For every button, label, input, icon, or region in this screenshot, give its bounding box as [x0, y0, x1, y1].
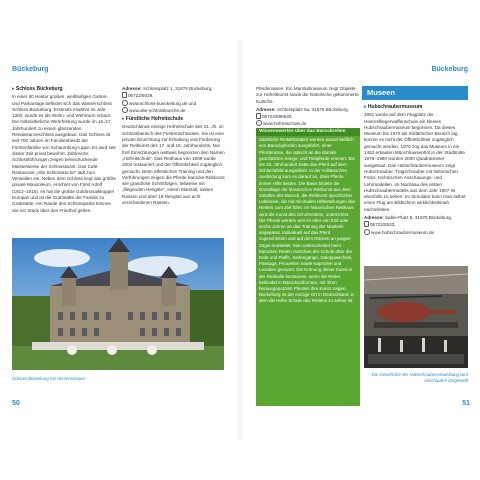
web-icon	[122, 107, 128, 113]
web-link-1[interactable]: www.schloss-bueckeburg.de und	[129, 100, 197, 106]
heading-hofreitschule: ▸ Fürstliche Hofreitschule	[122, 116, 183, 122]
castle-caption: Schloss Bückeburg mit Herzensmauer	[12, 376, 86, 381]
info-box-text: Sämtliche Reitaktivitäten werden ausschließlich von Barockpferden ausgeführt, einer Pferderasse, die optisch an die damals geschätzten Kriegs- und Reitpferde erinnert. Bis ins 18. Jahrhundert hatte das Pferd auf dem Schlachtfeld ausgedient. In der militärischen Ausbildung kam es darauf an, dass Pferde immer Hilfe leisten. Die Basis bildete die Grundlage der klassischen Reitkunst aus dem Zeitalter des Barock, die Reitkunst spezifischer Lektionen, die mit minimalen Hilfestellungen des Reiters zum Ziel führt. Im historischen Reithaus wird die Kunst des Schrittreitens, unterrichtet. Die Pferde werden erst im Alter von fünf oder sechs Jahren an das Training der Muskeln angepasst. Individuell auf das Pferd zugeschnitten und auf dem Rücken an jungen Zügel erarbeitet. Man unterscheidet beim barocken Reiten zwischen der Schule über der Erde und Piaffe, Seitengänge, Galoppwechsel, Passage, Pirouetten sowie Kapriolen und Levaden genannt. Die Krönung dieser Kunst in der Reithalle bestaunen, wenn die Reiter, bekleidet in Barockuniformen, mit ihren herausgeputzten Pferden ihre Kunst zeigen. Bückeburg ist der einzige Ort in Deutschland, in dem die Hohe Schule des Reitens zu sehen ist.	[259, 137, 356, 304]
paragraph-marstall: Pferderassen. Ein Marstallmuseum zeigt Objekte zur Hofreitkunst sowie die historische gekümmerte Kutsche.	[256, 86, 359, 104]
left-column-1	[12, 86, 116, 216]
address-text: Schlossplatz 5a, 31675 Bückeburg,	[276, 106, 349, 112]
phone-icon	[364, 221, 369, 227]
phone-icon	[122, 92, 127, 98]
phone-text: 05722/5039,	[128, 93, 154, 99]
web-icon	[256, 120, 262, 126]
right-column-1-top	[256, 86, 360, 130]
running-head-right: Bückeburg	[431, 66, 468, 73]
web-icon	[364, 229, 370, 235]
address-label: Adresse:	[364, 215, 384, 221]
address-label: Adresse:	[122, 86, 142, 91]
info-box-barockreiten	[256, 128, 360, 406]
book-gutter	[238, 40, 242, 440]
left-column-2	[122, 86, 226, 208]
helicopter-museum-photo	[364, 266, 468, 368]
heading-schloss: ▸ Schloss Bückeburg	[12, 86, 63, 92]
web-link[interactable]: www.hofreitschule.de	[263, 121, 307, 127]
heading-hubschraubermuseum: ▸ Hubschraubermuseum	[364, 104, 422, 110]
page-number-left: 50	[12, 400, 20, 407]
castle-photo	[12, 238, 224, 370]
web-link-2[interactable]: www.alte-schlosskueche.de	[129, 107, 186, 113]
address-text: Sable-Platz 6, 31675 Bückeburg,	[384, 215, 453, 221]
helicopter-caption: Die Geschichte der Hubschrauberentwicklung wird anschaulich dargestellt	[371, 372, 468, 383]
paragraph-hofreitschule: Deutschlands einzige Hofreitschule des 21. Jh. im Schlossbereich des Fürstenschlosses. Sie ist eine private Einrichtung zur Erhaltung und Förderung der Reitkunst des 17. und 18. Jahrhunderts. Nur fünf Einrichtungen weltweit begrenzen den Namen „Hofreitschule“. Das Reithaus von 1609 wurde 2004 restauriert und der Öffentlichkeit zugänglich gemacht. Beim öffentlichen Training und den Vorführungen zeigen die Pferde barocke Reitkunst wie grandiose Schrittfolgen, teilweise mit „fliegenden Hengste“, einem Marstall, sieben Rassen und über 18 Hengste aus acht verschiedenen Rassen.	[122, 124, 225, 206]
web-icon	[122, 100, 128, 106]
info-box-title: Wissenswertes über das Barockreiten	[256, 128, 360, 136]
section-header-museen: Museen	[362, 86, 468, 100]
running-head-left: Bückeburg	[12, 66, 49, 73]
paragraph-hubschraubermuseum: 1961 wurde auf dem Flugplatz der Heeresfliegerwaffenschule ein kleines Hubschraubermuseum begonnen. Da dieses Museum bis 1970 als militärischer Bereich lag, konnte es nicht der Öffentlichkeit zugänglich gemacht werden. 1970 zog das Museum in ein 1463 erbauten Münchhausenhof in der Stadtmitte. 1978–1980 wurden 2000 Quadratmeter ausgebaut. Das Hubschraubermuseum zeigt Hubschrauber, Tragschrauber mit historischen Fotos, technischen Anschauungs- und Lehrmodellen. Im Nachbau des ersten Hubschraubermodells aus dem Jahr 1907 ist ebenfalls zu sehen. Im Simulator kann man selbst einen Flug am Bildschirm wirklichkeitsnah nacherleben.	[364, 112, 467, 212]
phone-icon	[256, 113, 261, 119]
address-label: Adresse:	[256, 106, 276, 112]
page-number-right: 51	[462, 400, 470, 407]
paragraph-schloss: In einer 80 Hektar großen, weitläufigen Garten- und Parkanlage befindet sich das Wasserschloss Schloss Bückeburg. Erstmals erwähnt im Jahr 1300, wurde es als Wohn- und Wehrturm erbaut. Die mittelalterliche Wehrfestung wurde im 16./17. Jahrhundert zu einem glänzenden Renaissanceschloss ausgebaut. Das Schloss ist seit 700 Jahren im Familienbesitz der Fürstenfamilie von Schaumburg-Lippe. Es wird seit dieser Zeit privat bewohnt. Zahlreiche Schlossführungen zeigen beeindruckende Meisterwerke der Schlosskunst. Das Café-Restaurant „Alte Schlossküche“ lädt zum Verweilen ein. Neben dem Schloss liegt das größte private Mausoleum, errichtet von Fürst Adolf (1911–1915), es hat die größte Goldmosaikkuppel Europas und ist die Grabstätte der Familie zu Grabstätte. Am Rande des Schlossparks können Sie ein Stück über den Friedhof gehen.	[12, 94, 116, 213]
phone-text: 05722/898530,	[262, 114, 293, 120]
web-link[interactable]: www.hubschraubermuseum.de	[371, 229, 435, 235]
address-text: Schlossplatz 1, 31675 Bückeburg,	[142, 86, 213, 91]
phone-text: 05722/5533,	[370, 222, 396, 228]
right-column-2	[364, 104, 468, 238]
